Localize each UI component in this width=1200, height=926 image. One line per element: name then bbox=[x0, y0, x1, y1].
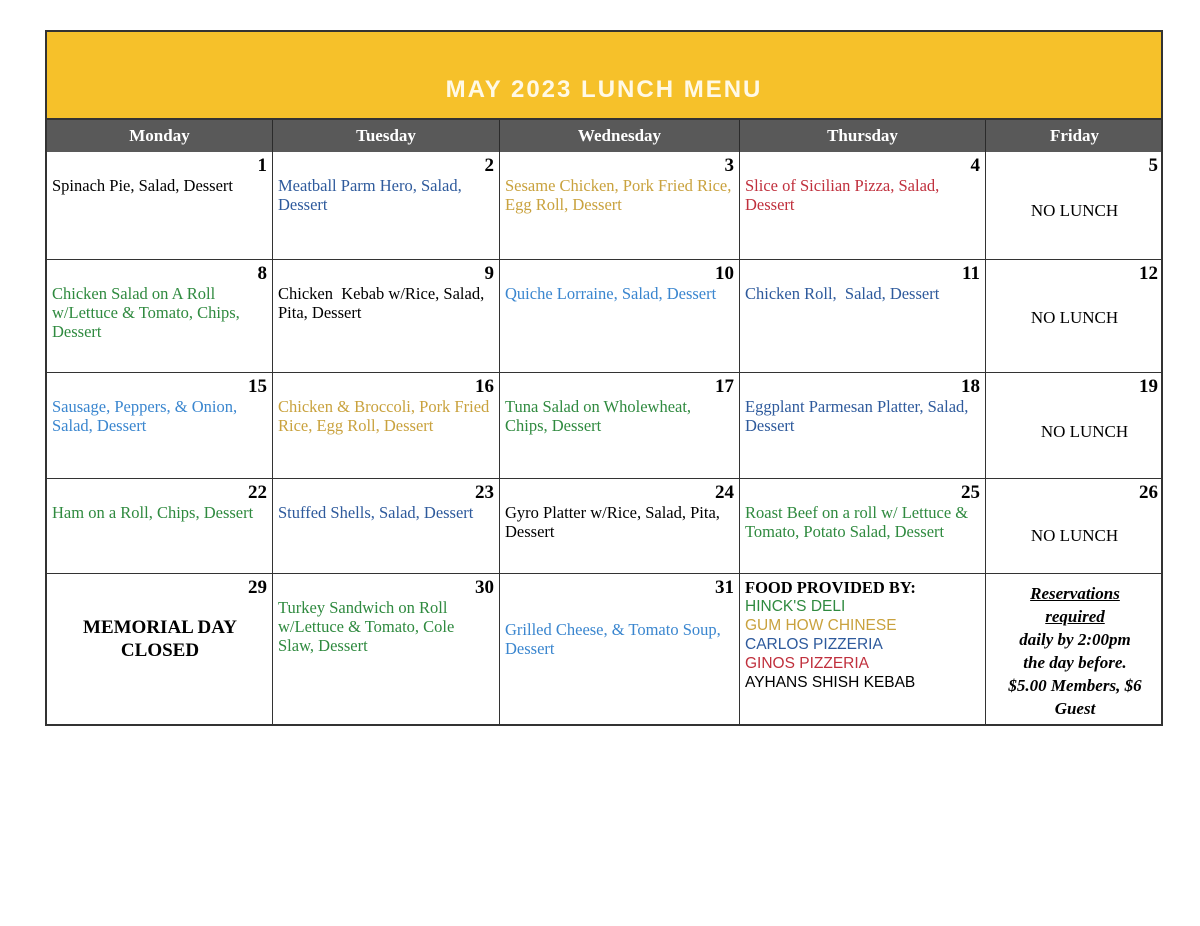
day-number: 15 bbox=[248, 376, 267, 397]
reservation-line: the day before. bbox=[1023, 653, 1127, 672]
day-cell bbox=[500, 574, 740, 726]
day-number: 26 bbox=[1139, 482, 1158, 503]
day-number: 9 bbox=[484, 263, 494, 284]
provider-item: CARLOS PIZZERIA bbox=[745, 636, 883, 653]
memorial-day-closed bbox=[52, 616, 268, 662]
provider-item: AYHANS SHISH KEBAB bbox=[745, 674, 916, 691]
no-lunch-label: NO LUNCH bbox=[1040, 422, 1129, 441]
food-providers-cell bbox=[740, 574, 986, 726]
meal-text: Sesame Chicken, Pork Fried Rice, Egg Roll, Dessert bbox=[505, 176, 732, 214]
day-cell bbox=[740, 373, 986, 479]
reservation-line: $5.00 Members, $6 bbox=[1008, 676, 1142, 695]
meal-text: Chicken Kebab w/Rice, Salad, Pita, Dessert bbox=[278, 284, 489, 322]
day-number: 23 bbox=[475, 482, 494, 503]
weekday-header-row bbox=[47, 120, 1161, 152]
meal-text: Turkey Sandwich on Roll w/Lettuce & Tomato, Cole Slaw, Dessert bbox=[278, 598, 455, 655]
meal-text: Spinach Pie, Salad, Dessert bbox=[52, 176, 234, 195]
closed-line-2: CLOSED bbox=[120, 640, 200, 661]
weekday-wednesday: Wednesday bbox=[500, 120, 740, 152]
day-cell bbox=[273, 479, 500, 574]
menu-title: MAY 2023 LUNCH MENU bbox=[445, 76, 763, 103]
day-number: 25 bbox=[961, 482, 980, 503]
meal-text: Chicken & Broccoli, Pork Fried Rice, Egg Roll, Dessert bbox=[278, 397, 490, 435]
providers-heading: FOOD PROVIDED BY: bbox=[745, 578, 916, 597]
reservations-cell bbox=[986, 574, 1163, 726]
day-cell bbox=[740, 260, 986, 373]
weekday-thursday: Thursday bbox=[740, 120, 986, 152]
meal-text: Sausage, Peppers, & Onion, Salad, Dessert bbox=[52, 397, 238, 435]
provider-item: HINCK'S DELI bbox=[745, 598, 846, 615]
meal-text: Chicken Roll, Salad, Dessert bbox=[745, 284, 940, 303]
day-cell bbox=[500, 152, 740, 260]
meal-text: Meatball Parm Hero, Salad, Dessert bbox=[278, 176, 462, 214]
meal-text: Grilled Cheese, & Tomato Soup, Dessert bbox=[505, 620, 721, 658]
food-providers bbox=[745, 578, 981, 692]
weekday-friday: Friday bbox=[1049, 126, 1100, 145]
day-number: 5 bbox=[1148, 155, 1158, 176]
day-number: 22 bbox=[248, 482, 267, 503]
day-number: 30 bbox=[475, 577, 494, 598]
no-lunch-label: NO LUNCH bbox=[1030, 201, 1119, 220]
title-banner bbox=[47, 32, 1161, 120]
day-number: 31 bbox=[715, 577, 734, 598]
meal-text: Slice of Sicilian Pizza, Salad, Dessert bbox=[745, 176, 940, 214]
meal-text: Chicken Salad on A Roll w/Lettuce & Tomato, Chips, Dessert bbox=[52, 284, 240, 341]
meal-text: Quiche Lorraine, Salad, Dessert bbox=[505, 284, 717, 303]
reservation-line: Guest bbox=[1054, 699, 1096, 718]
day-number: 3 bbox=[724, 155, 734, 176]
day-number: 4 bbox=[970, 155, 980, 176]
reservation-line: Reservations bbox=[1030, 584, 1120, 603]
meal-text: Stuffed Shells, Salad, Dessert bbox=[278, 503, 474, 522]
day-number: 8 bbox=[257, 263, 267, 284]
reservation-note bbox=[991, 582, 1159, 720]
day-number: 12 bbox=[1139, 263, 1158, 284]
day-cell bbox=[47, 373, 273, 479]
day-cell bbox=[47, 260, 273, 373]
day-cell bbox=[740, 479, 986, 574]
reservation-line: daily by 2:00pm bbox=[1019, 630, 1131, 649]
lunch-menu-calendar bbox=[45, 30, 1163, 726]
no-lunch-label: NO LUNCH bbox=[1030, 308, 1119, 327]
meal-text: Ham on a Roll, Chips, Dessert bbox=[52, 503, 254, 522]
day-number: 10 bbox=[715, 263, 734, 284]
meal-text: Eggplant Parmesan Platter, Salad, Dessert bbox=[745, 397, 969, 435]
day-cell bbox=[500, 479, 740, 574]
provider-item: GINOS PIZZERIA bbox=[745, 655, 870, 672]
day-cell bbox=[273, 574, 500, 726]
day-number: 24 bbox=[715, 482, 734, 503]
day-number: 16 bbox=[475, 376, 494, 397]
day-cell bbox=[500, 260, 740, 373]
day-cell bbox=[740, 152, 986, 260]
day-cell bbox=[273, 260, 500, 373]
day-cell bbox=[986, 260, 1163, 373]
weekday-monday: Monday bbox=[47, 120, 273, 152]
day-number: 11 bbox=[962, 263, 980, 284]
day-number: 18 bbox=[961, 376, 980, 397]
meal-text: Roast Beef on a roll w/ Lettuce & Tomato, Potato Salad, Dessert bbox=[745, 503, 969, 541]
day-cell bbox=[273, 152, 500, 260]
reservation-line: required bbox=[1045, 607, 1105, 626]
day-cell bbox=[986, 373, 1163, 479]
day-cell bbox=[47, 152, 273, 260]
day-number: 29 bbox=[248, 577, 267, 598]
day-cell bbox=[986, 479, 1163, 574]
day-cell bbox=[500, 373, 740, 479]
weekday-tuesday: Tuesday bbox=[273, 120, 500, 152]
day-number: 2 bbox=[484, 155, 494, 176]
day-cell bbox=[47, 479, 273, 574]
meal-text: Tuna Salad on Wholewheat, Chips, Dessert bbox=[505, 397, 692, 435]
day-cell bbox=[986, 152, 1163, 260]
day-number: 17 bbox=[715, 376, 734, 397]
meal-text: Gyro Platter w/Rice, Salad, Pita, Dessert bbox=[505, 503, 720, 541]
day-number: 1 bbox=[257, 155, 267, 176]
no-lunch-label: NO LUNCH bbox=[1030, 526, 1119, 545]
day-cell bbox=[273, 373, 500, 479]
day-cell bbox=[47, 574, 273, 726]
closed-line-1: MEMORIAL DAY bbox=[83, 617, 237, 638]
day-number: 19 bbox=[1139, 376, 1158, 397]
provider-item: GUM HOW CHINESE bbox=[745, 617, 897, 634]
